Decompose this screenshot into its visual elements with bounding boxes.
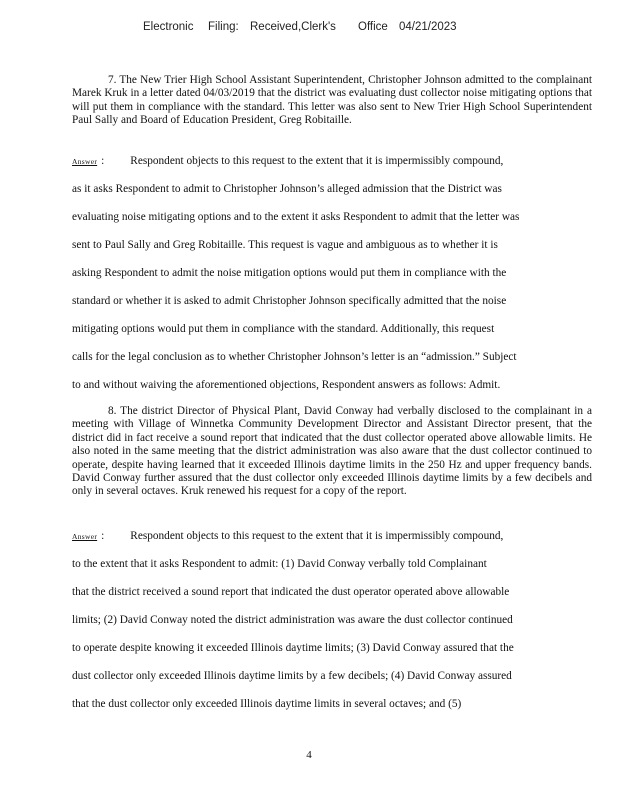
header-received: Received,Clerk's [250,21,336,33]
answer-7-line-8: calls for the legal conclusion as to whether Christopher Johnson’s letter is an “admission.” Subject [72,351,517,363]
answer-7-line-3: evaluating noise mitigating options and to the extent it asks Respondent to admit that the letter was [72,211,520,223]
request-7 [72,74,592,128]
header-office: Office [358,21,388,33]
page-number: 4 [306,749,312,761]
answer-8-colon: : [101,530,105,542]
request-8 [72,405,592,499]
answer-7-line-7: mitigating options would put them in compliance with the standard. Additionally, this request [72,323,495,335]
answer-8-line-7: that the dust collector only exceeded Illinois daytime limits in several octaves; and (5) [72,698,462,710]
answer-8-line-6: dust collector only exceeded Illinois daytime limits by a few decibels; (4) David Conway assured [72,670,512,682]
answer-7-line: Respondent objects to this request to the extent that it is impermissibly compound, [130,155,504,167]
header-electronic: Electronic [143,21,194,33]
header-date: 04/21/2023 [399,21,457,33]
answer-7-line-9: to and without waiving the aforementioned objections, Respondent answers as follows: Admit. [72,379,501,391]
request-8-text: 8. The district Director of Physical Plant, David Conway had verbally disclosed to the complainant in a meeting with Village of Winnetka Community Development Director and Assistant Director present, that the district did in fact receive a sound report that indicated that the dust collector operated above allowable limits. He also noted in the same meeting that the district administration was also aware that the dust collector continued to operate, despite having learned that it exceeded Illinois daytime limits in the 250 Hz and upper frequency bands. David Conway further assured that the dust collector only exceeded Illinois daytime limits by a few decibels and only in several octaves. Kruk renewed his request for a copy of the report. [72,405,592,498]
answer-8-line-3: that the district received a sound report that indicated the dust operator operated above allowable [72,586,510,598]
answer-8-label: Answer [72,532,98,541]
answer-7-line-4: sent to Paul Sally and Greg Robitaille. This request is vague and ambiguous as to whether it is [72,239,498,251]
answer-7-label: Answer [72,157,98,166]
request-7-text: 7. The New Trier High School Assistant Superintendent, Christopher Johnson admitted to the complainant Marek Kruk in a letter dated 04/03/2019 that the district was evaluating dust collector noise mitigating options that will put them in compliance with the standard. This letter was also sent to New Trier High School Superintendent Paul Sally and Board of Education President, Greg Robitaille. [72,74,592,127]
answer-8-line-4: limits; (2) David Conway noted the district administration was aware the dust collector continued [72,614,513,626]
answer-7-line-1 [72,155,503,167]
answer-8-line: Respondent objects to this request to the extent that it is impermissibly compound, [130,530,504,542]
answer-7-line-2: as it asks Respondent to admit to Christopher Johnson’s alleged admission that the District was [72,183,502,195]
answer-7-line-5: asking Respondent to admit the noise mitigation options would put them in compliance with the [72,267,507,279]
answer-8-line-5: to operate despite knowing it exceeded Illinois daytime limits; (3) David Conway assured that the [72,642,514,654]
answer-7-colon: : [101,155,105,167]
header-filing: Filing: [208,21,239,33]
answer-8-line-2: to the extent that it asks Respondent to admit: (1) David Conway verbally told Complainant [72,558,487,570]
answer-7-line-6: standard or whether it is asked to admit Christopher Johnson specifically admitted that the noise [72,295,507,307]
answer-8-line-1 [72,530,503,542]
